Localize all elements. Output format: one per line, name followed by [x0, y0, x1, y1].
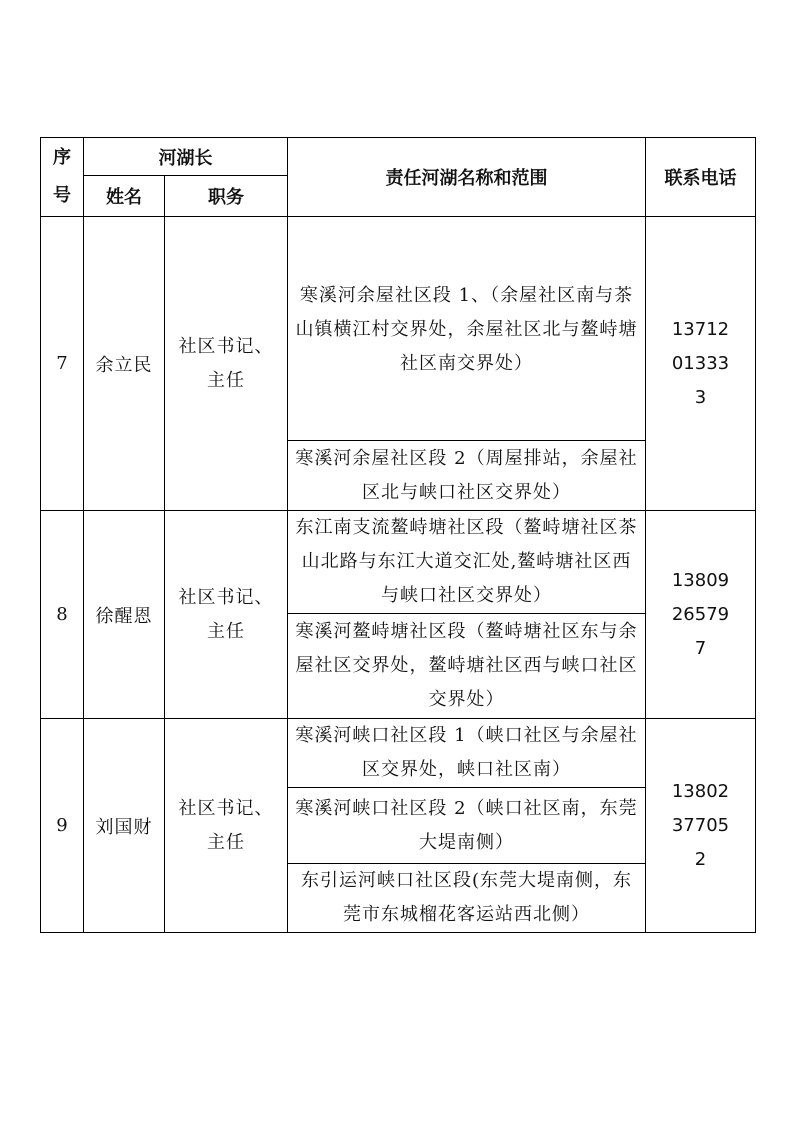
range-cell: 东引运河峡口社区段(东莞大堤南侧，东莞市东城榴花客运站西北侧） — [288, 864, 646, 933]
header-scope: 责任河湖名称和范围 — [288, 138, 646, 217]
header-seq: 序号 — [41, 138, 84, 217]
phone-text: 13802377052 — [671, 780, 730, 870]
position-cell — [165, 719, 288, 933]
header-river-chief: 河湖长 — [84, 138, 288, 176]
position-text: 社区书记、主任 — [178, 586, 274, 642]
name-cell: 余立民 — [84, 217, 165, 511]
phone-cell — [646, 719, 756, 933]
river-chief-table — [40, 137, 756, 933]
phone-text: 13712013333 — [671, 318, 730, 408]
range-text: 寒溪河余屋社区段 1、（余屋社区南与茶山镇横江村交界处，余屋社区北与鳌峙塘社区南交界处） — [295, 285, 638, 374]
seq-cell: 7 — [41, 217, 84, 511]
table-row — [41, 719, 756, 788]
position-text: 社区书记、主任 — [178, 797, 274, 853]
phone-text: 13809265797 — [671, 569, 730, 659]
name-cell: 刘国财 — [84, 719, 165, 933]
phone-cell — [646, 217, 756, 511]
seq-cell: 8 — [41, 511, 84, 719]
range-cell: 寒溪河峡口社区段 1（峡口社区与余屋社区交界处，峡口社区南） — [288, 719, 646, 788]
table-row — [41, 217, 756, 441]
header-phone: 联系电话 — [646, 138, 756, 217]
header-row — [41, 138, 756, 176]
header-position: 职务 — [165, 176, 288, 217]
header-name: 姓名 — [84, 176, 165, 217]
table-row — [41, 511, 756, 614]
position-cell — [165, 511, 288, 719]
range-cell: 寒溪河鳌峙塘社区段（鳌峙塘社区东与余屋社区交界处，鳌峙塘社区西与峡口社区交界处） — [288, 614, 646, 719]
range-cell — [288, 217, 646, 441]
range-cell: 寒溪河余屋社区段 2（周屋排站，余屋社区北与峡口社区交界处） — [288, 441, 646, 511]
range-cell: 东江南支流鳌峙塘社区段（鳌峙塘社区茶山北路与东江大道交汇处,鳌峙塘社区西与峡口社区交界处） — [288, 511, 646, 614]
position-text: 社区书记、主任 — [178, 335, 274, 391]
name-cell: 徐醒恩 — [84, 511, 165, 719]
phone-cell — [646, 511, 756, 719]
position-cell — [165, 217, 288, 511]
seq-cell: 9 — [41, 719, 84, 933]
range-cell: 寒溪河峡口社区段 2（峡口社区南，东莞大堤南侧） — [288, 788, 646, 864]
